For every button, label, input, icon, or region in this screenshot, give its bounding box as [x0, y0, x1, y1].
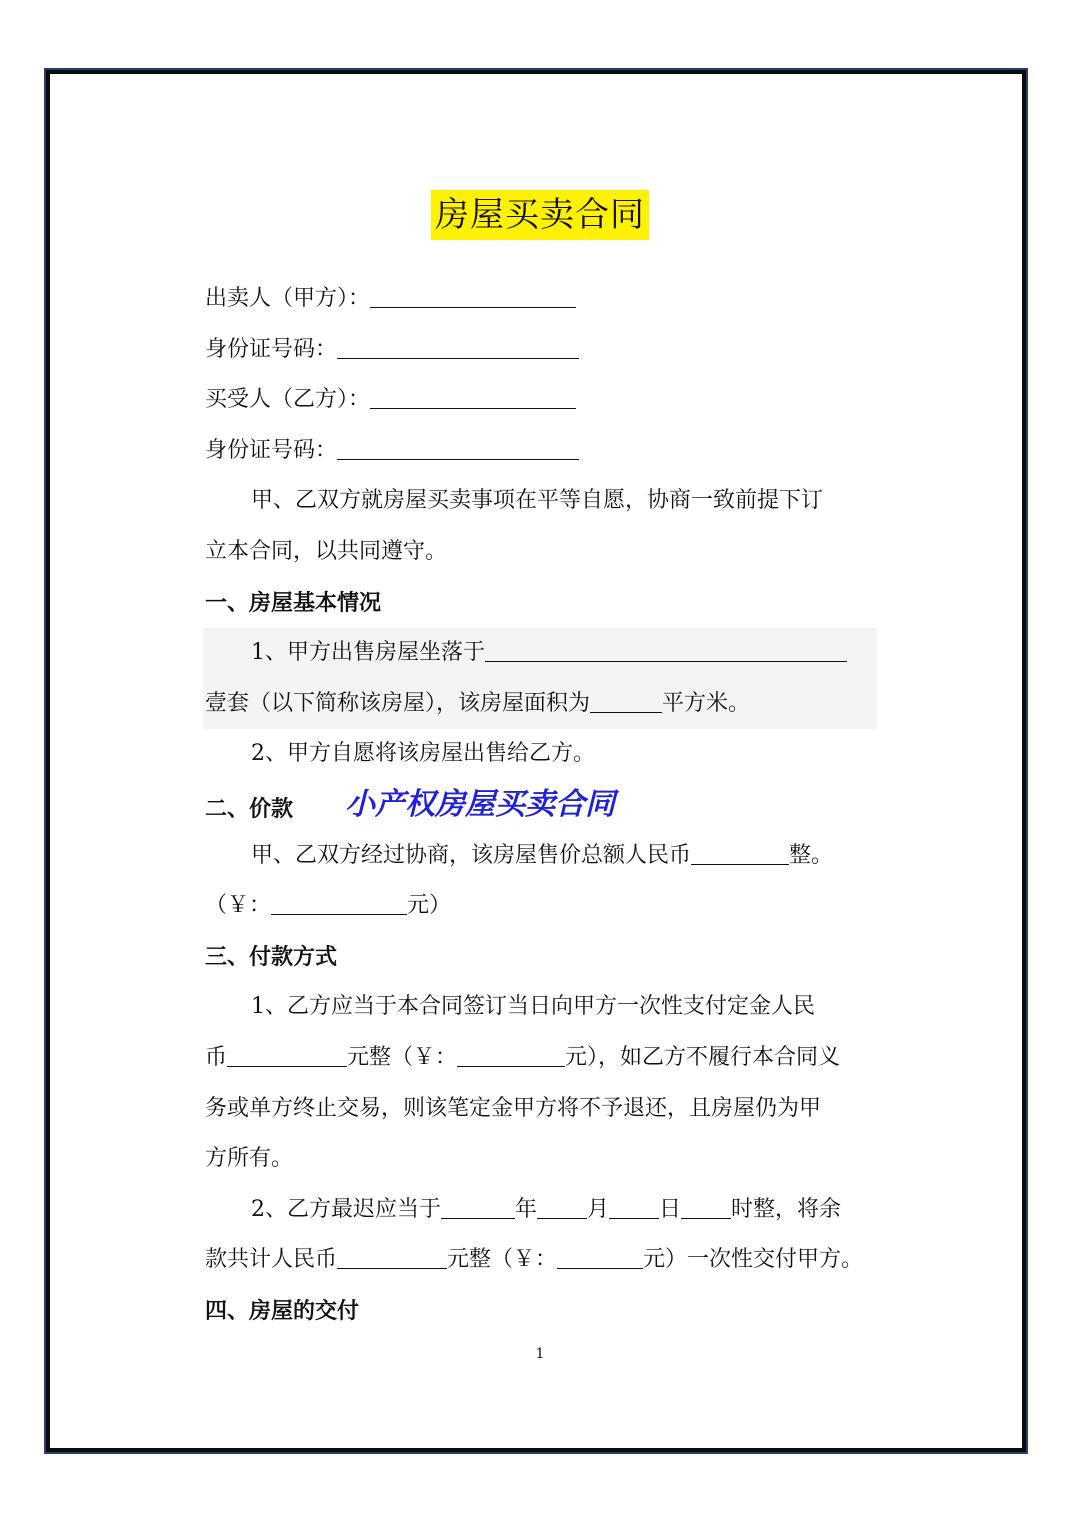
section3-item1-line1: 1、乙方应当于本合同签订当日向甲方一次性支付定金人民: [251, 994, 815, 1020]
section1-item1-line1: [205, 628, 877, 679]
seller-label: 出卖人（甲方）：: [205, 286, 371, 311]
price-figure-suffix: 元）: [407, 893, 452, 919]
section2-line1: [205, 831, 877, 882]
section2-heading: 二、价款: [205, 795, 294, 822]
area-label: 壹套（以下简称该房屋），该房屋面积为: [205, 690, 591, 716]
buyer-id-field: [205, 426, 877, 477]
section2-line2: [205, 881, 877, 932]
section3-item1-line2: [205, 1033, 877, 1084]
buyer-id-blank[interactable]: [337, 435, 579, 460]
buyer-field: [205, 375, 877, 426]
section3-heading: 三、付款方式: [205, 943, 338, 970]
buyer-blank[interactable]: [370, 384, 576, 409]
day-label: 日: [659, 1196, 682, 1222]
location-blank[interactable]: [485, 637, 847, 662]
balance-figure-blank[interactable]: [557, 1244, 643, 1269]
month-label: 月: [587, 1196, 610, 1222]
deposit-prefix: 币: [205, 1044, 228, 1070]
page-number: 1: [535, 1346, 545, 1362]
section4-heading: 四、房屋的交付: [205, 1297, 360, 1324]
area-blank[interactable]: [590, 688, 662, 713]
seller-id-label: 身份证号码：: [205, 336, 338, 362]
seller-field: [205, 274, 877, 325]
preamble-line1: 甲、乙双方就房屋买卖事项在平等自愿，协商一致前提下订: [251, 488, 824, 514]
price-suffix: 整。: [789, 842, 834, 868]
year-label: 年: [515, 1196, 538, 1222]
price-figure-blank[interactable]: [271, 890, 407, 915]
balance-blank[interactable]: [337, 1244, 447, 1269]
area-unit: 平方米。: [662, 690, 751, 716]
section1-item2: 2、甲方自愿将该房屋出售给乙方。: [251, 741, 595, 767]
deposit-suffix: 元），如乙方不履行本合同义: [565, 1044, 841, 1070]
price-label: 甲、乙双方经过协商，该房屋售价总额人民币: [251, 842, 692, 868]
section3-item1-line4: 方所有。: [205, 1146, 294, 1172]
balance-label: 款共计人民币: [205, 1247, 338, 1273]
section3-item2-line1: [205, 1185, 877, 1236]
price-figure-label: （￥：: [205, 893, 272, 919]
month-blank[interactable]: [537, 1194, 587, 1219]
location-label: 1、甲方出售房屋坐落于: [251, 640, 485, 666]
contract-title: 房屋买卖合同: [431, 190, 649, 240]
buyer-label: 买受人（乙方）：: [205, 387, 371, 413]
hour-suffix: 时整，将余: [731, 1196, 842, 1222]
deposit-blank[interactable]: [227, 1042, 347, 1067]
section1-item1-line2: [205, 679, 877, 730]
day-blank[interactable]: [609, 1194, 659, 1219]
overlay-title: 小产权房屋买卖合同: [345, 786, 616, 822]
deadline-label: 2、乙方最迟应当于: [251, 1196, 441, 1222]
deposit-figure-blank[interactable]: [457, 1042, 565, 1067]
balance-figure-label: 元整（￥：: [447, 1247, 558, 1273]
deposit-figure-label: 元整（￥：: [347, 1044, 458, 1070]
hour-blank[interactable]: [681, 1194, 731, 1219]
preamble-line2: 立本合同，以共同遵守。: [205, 538, 448, 564]
balance-suffix: 元）一次性交付甲方。: [643, 1247, 864, 1273]
contract-body: [205, 190, 877, 1336]
section1-heading: 一、房屋基本情况: [205, 589, 382, 616]
section3-item1-line3: 务或单方终止交易，则该笔定金甲方将不予退还，且房屋仍为甲: [205, 1095, 822, 1121]
seller-id-blank[interactable]: [337, 334, 579, 359]
buyer-id-label: 身份证号码：: [205, 437, 338, 463]
title-wrap: [203, 190, 877, 252]
section1-item1-block: [203, 628, 877, 729]
seller-blank[interactable]: [370, 283, 576, 308]
section2-heading-row: [205, 780, 877, 831]
section3-item2-line2: [205, 1235, 877, 1286]
year-blank[interactable]: [441, 1194, 515, 1219]
seller-id-field: [205, 325, 877, 376]
price-blank[interactable]: [691, 840, 789, 865]
